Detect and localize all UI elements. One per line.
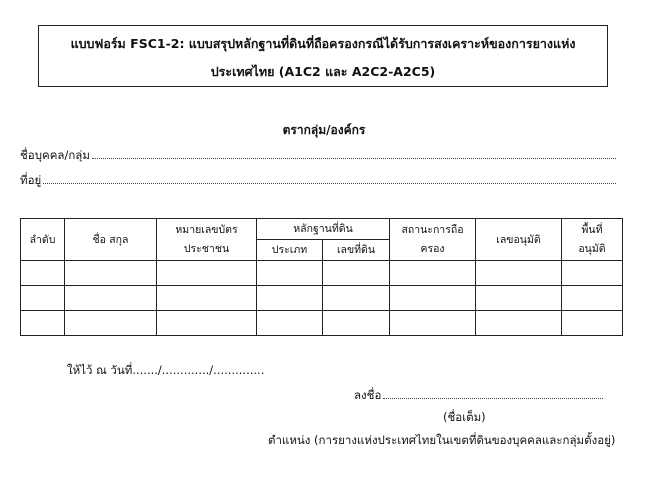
table-row [21, 311, 623, 336]
table-cell[interactable] [65, 261, 157, 286]
name-field-fill-line[interactable] [92, 148, 616, 159]
name-field-label: ชื่อบุคคล/กลุ่ม [20, 148, 90, 162]
table-cell[interactable] [21, 311, 65, 336]
header-permit-number: เลขอนุมัติ [476, 219, 562, 261]
signature-fill-line[interactable] [383, 388, 603, 399]
table-cell[interactable] [257, 261, 323, 286]
table-cell[interactable] [476, 261, 562, 286]
header-land-type: ประเภท [257, 240, 323, 261]
header-approved-area-line-1: พื้นที่ [581, 223, 603, 236]
table-cell[interactable] [157, 261, 257, 286]
header-id-card-line-2: ประชาชน [183, 242, 230, 255]
table-cell[interactable] [476, 286, 562, 311]
table-cell[interactable] [257, 286, 323, 311]
header-land-number: เลขที่ดิน [323, 240, 390, 261]
table-cell[interactable] [21, 261, 65, 286]
table-cell[interactable] [476, 311, 562, 336]
table-cell[interactable] [21, 286, 65, 311]
form-title-line-2: ประเทศไทย (A1C2 และ A2C2-A2C5) [210, 64, 436, 79]
table-cell[interactable] [323, 261, 390, 286]
given-date-line[interactable]: ให้ไว้ ณ วันที่......./............./.............. [67, 363, 265, 377]
table-cell[interactable] [390, 286, 476, 311]
table-cell[interactable] [390, 311, 476, 336]
header-name: ชื่อ สกุล [65, 219, 157, 261]
name-field [20, 147, 616, 165]
header-holding-status-line-2: ครอง [420, 242, 445, 255]
table-row [21, 286, 623, 311]
header-holding-status [390, 219, 476, 261]
header-approved-area [562, 219, 623, 261]
form-title-box [38, 25, 608, 87]
full-name-note: (ชื่อเต็ม) [443, 410, 486, 424]
header-id-card [157, 219, 257, 261]
signature-label: ลงชื่อ [354, 388, 382, 402]
address-field-fill-line[interactable] [43, 173, 616, 184]
table-cell[interactable] [257, 311, 323, 336]
table-cell[interactable] [562, 286, 623, 311]
stamp-label: ตรากลุ่ม/องค์กร [282, 123, 366, 137]
address-field [20, 172, 616, 190]
signature-field [354, 387, 603, 405]
header-id-card-line-1: หมายเลขบัตร [175, 223, 238, 236]
land-evidence-table [20, 218, 623, 336]
header-holding-status-line-1: สถานะการถือ [401, 223, 464, 236]
table-cell[interactable] [562, 261, 623, 286]
position-line: ตำแหน่ง (การยางแห่งประเทศไทยในเขตที่ดินของบุคคลและกลุ่มตั้งอยู่) [268, 433, 616, 447]
table-row [21, 261, 623, 286]
address-field-label: ที่อยู่ [20, 173, 42, 187]
form-title-line-1: แบบฟอร์ม FSC1-2: แบบสรุปหลักฐานที่ดินที่ถือครองกรณีได้รับการสงเคราะห์ของการยางแห่ง [70, 36, 576, 51]
header-land-evidence: หลักฐานที่ดิน [257, 219, 390, 240]
table-cell[interactable] [157, 311, 257, 336]
table-cell[interactable] [323, 286, 390, 311]
header-seq: ลำดับ [21, 219, 65, 261]
header-approved-area-line-2: อนุมัติ [578, 242, 606, 255]
table-cell[interactable] [157, 286, 257, 311]
table-cell[interactable] [323, 311, 390, 336]
table-cell[interactable] [65, 311, 157, 336]
table-cell[interactable] [65, 286, 157, 311]
table-cell[interactable] [562, 311, 623, 336]
table-cell[interactable] [390, 261, 476, 286]
